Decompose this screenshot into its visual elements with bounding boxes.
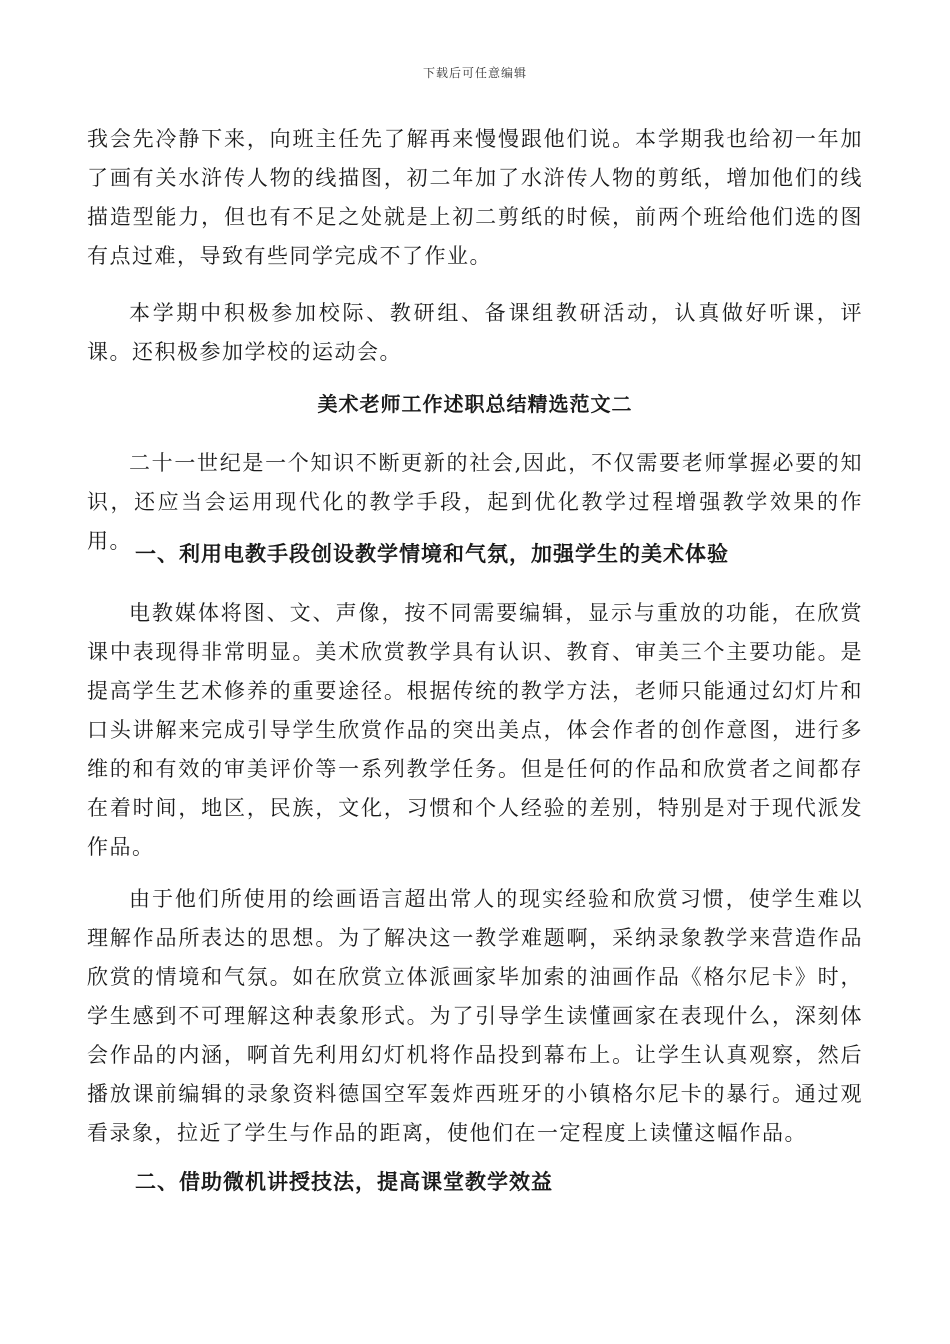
paragraph-continued: 我会先冷静下来，向班主任先了解再来慢慢跟他们说。本学期我也给初一年加了画有关水浒传人物的线描图，初二年加了水浒传人物的剪纸，增加他们的线描造型能力，但也有不足之处就是上初二剪纸的时候，前两个班给他们选的图有点过难，导致有些同学完成不了作业。 bbox=[87, 127, 863, 268]
heading-two: 二、借助微机讲授技法，提高课堂教学效益 bbox=[135, 1169, 553, 1194]
heading-one: 一、利用电教手段创设教学情境和气氛，加强学生的美术体验 bbox=[135, 541, 729, 566]
paragraph-guernica: 由于他们所使用的绘画语言超出常人的现实经验和欣赏习惯，使学生难以理解作品所表达的思想。为了解决这一教学难题啊，采纳录象教学来营造作品欣赏的情境和气氛。如在欣赏立体派画家毕加索的油画作品《格尔尼卡》时，学生感到不可理解这种表象形式。为了引导学生读懂画家在表现什么，深刻体会作品的内涵，啊首先利用幻灯机将作品投到幕布上。让学生认真观察，然后播放课前编辑的录象资料德国空军轰炸西班牙的小镇格尔尼卡的暴行。通过观看录象，拉近了学生与作品的距离，使他们在一定程度上读懂这幅作品。 bbox=[87, 887, 863, 1145]
section-title: 美术老师工作述职总结精选范文二 bbox=[317, 392, 633, 416]
paragraph-activities: 本学期中积极参加校际、教研组、备课组教研活动，认真做好听课，评课。还积极参加学校的运动会。 bbox=[87, 301, 863, 364]
paragraph-media: 电教媒体将图、文、声像，按不同需要编辑，显示与重放的功能，在欣赏课中表现得非常明显。美术欣赏教学具有认识、教育、审美三个主要功能。是提高学生艺术修养的重要途径。根据传统的教学方法，老师只能通过幻灯片和口头讲解来完成引导学生欣赏作品的突出美点，体会作者的创作意图，进行多维的和有效的审美评价等一系列教学任务。但是任何的作品和欣赏者之间都存在着时间，地区，民族，文化，习惯和个人经验的差别，特别是对于现代派发作品。 bbox=[87, 601, 863, 859]
paragraph-intro: 二十一世纪是一个知识不断更新的社会,因此，不仅需要老师掌握必要的知识，还应当会运用现代化的教学手段，起到优化教学过程增强教学效果的作用。 bbox=[87, 451, 863, 553]
page-header: 下载后可任意编辑 bbox=[422, 66, 527, 80]
